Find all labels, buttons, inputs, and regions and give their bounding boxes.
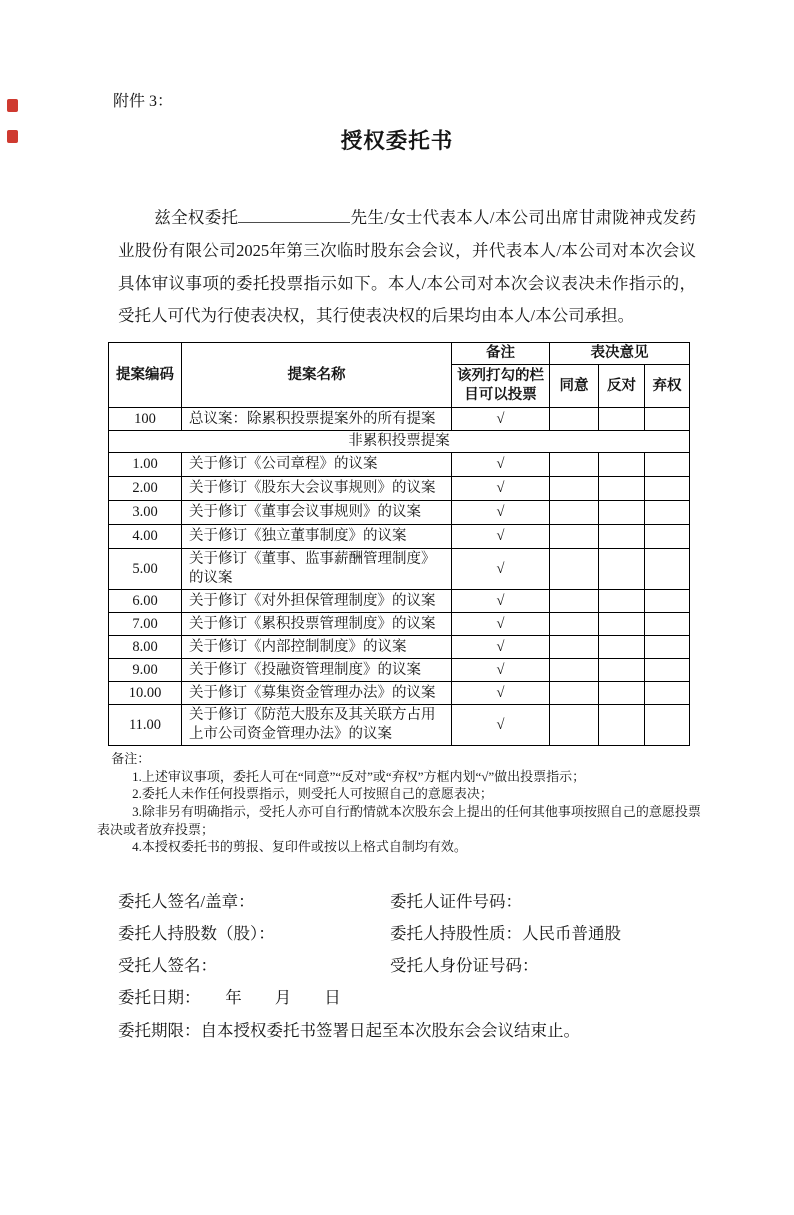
proposal-code: 3.00: [109, 501, 182, 525]
col-header-abstain: 弃权: [645, 365, 690, 408]
vote-cell-against[interactable]: [599, 525, 645, 549]
proxy-date-label: 委托日期： 年 月 日: [118, 988, 341, 1008]
principal-signature-label: 委托人签名/盖章：: [118, 891, 255, 911]
vote-cell-agree[interactable]: [550, 636, 599, 659]
proposal-name: 总议案：除累积投票提案外的所有提案: [182, 408, 452, 431]
proposal-code: 2.00: [109, 477, 182, 501]
proposal-code: 6.00: [109, 590, 182, 613]
principal-id-label: 委托人证件号码：: [390, 891, 522, 911]
col-header-proposal-name: 提案名称: [182, 343, 452, 408]
table-section-row: [109, 431, 690, 453]
signature-row: [118, 924, 690, 943]
section-label: 非累积投票提案: [109, 431, 690, 453]
remark-checkmark: √: [452, 549, 550, 590]
intro-lead: 兹全权委托: [154, 208, 239, 227]
proposal-code: 9.00: [109, 659, 182, 682]
vote-cell-abstain[interactable]: [645, 705, 690, 746]
remark-checkmark: √: [452, 613, 550, 636]
vote-cell-agree[interactable]: [550, 590, 599, 613]
proposal-name: 关于修订《防范大股东及其关联方占用上市公司资金管理办法》的议案: [182, 705, 452, 746]
table-row: [109, 705, 690, 746]
signature-row: [118, 1021, 690, 1040]
remark-checkmark: √: [452, 682, 550, 705]
vote-cell-abstain[interactable]: [645, 590, 690, 613]
document-body: [97, 202, 701, 1040]
proposal-name: 关于修订《董事、监事薪酬管理制度》的议案: [182, 549, 452, 590]
table-row: [109, 549, 690, 590]
proxy-id-label: 受托人身份证号码：: [390, 956, 539, 976]
red-artifact-icon: [7, 130, 18, 143]
vote-cell-abstain[interactable]: [645, 408, 690, 431]
principal-shares-label: 委托人持股数（股）：: [118, 923, 275, 943]
signature-block: [118, 892, 690, 1040]
vote-cell-abstain[interactable]: [645, 636, 690, 659]
table-row: [109, 659, 690, 682]
signature-row: [118, 988, 690, 1007]
proxy-name-blank[interactable]: [238, 205, 350, 223]
vote-cell-agree[interactable]: [550, 453, 599, 477]
table-row: [109, 525, 690, 549]
table-row: [109, 682, 690, 705]
vote-cell-against[interactable]: [599, 705, 645, 746]
vote-cell-agree[interactable]: [550, 408, 599, 431]
note-item: 1.上述审议事项，委托人可在“同意”“反对”或“弃权”方框内划“√”做出投票指示；: [132, 768, 586, 784]
proposal-name: 关于修订《内部控制制度》的议案: [182, 636, 452, 659]
proposal-code: 1.00: [109, 453, 182, 477]
vote-cell-against[interactable]: [599, 590, 645, 613]
remark-checkmark: √: [452, 453, 550, 477]
vote-cell-against[interactable]: [599, 613, 645, 636]
proposal-code: 10.00: [109, 682, 182, 705]
col-header-vote-opinion: 表决意见: [550, 343, 690, 365]
vote-cell-agree[interactable]: [550, 682, 599, 705]
proposal-name: 关于修订《董事会议事规则》的议案: [182, 501, 452, 525]
proposal-code: 4.00: [109, 525, 182, 549]
proposal-name: 关于修订《募集资金管理办法》的议案: [182, 682, 452, 705]
vote-cell-agree[interactable]: [550, 613, 599, 636]
vote-cell-agree[interactable]: [550, 501, 599, 525]
vote-cell-against[interactable]: [599, 408, 645, 431]
notes-title: 备注：: [111, 751, 151, 767]
table-row: [109, 636, 690, 659]
proposal-code: 5.00: [109, 549, 182, 590]
proposal-name: 关于修订《股东大会议事规则》的议案: [182, 477, 452, 501]
table-row: [109, 501, 690, 525]
vote-cell-against[interactable]: [599, 477, 645, 501]
remark-checkmark: √: [452, 501, 550, 525]
vote-cell-abstain[interactable]: [645, 549, 690, 590]
proposal-code: 100: [109, 408, 182, 431]
proxy-term-label: 委托期限：自本授权委托书签署日起至本次股东会会议结束止。: [118, 1020, 580, 1040]
vote-cell-against[interactable]: [599, 682, 645, 705]
vote-cell-against[interactable]: [599, 501, 645, 525]
vote-cell-abstain[interactable]: [645, 477, 690, 501]
remark-checkmark: √: [452, 408, 550, 431]
vote-cell-against[interactable]: [599, 549, 645, 590]
remark-checkmark: √: [452, 636, 550, 659]
vote-cell-agree[interactable]: [550, 659, 599, 682]
signature-row: [118, 956, 690, 975]
vote-cell-abstain[interactable]: [645, 453, 690, 477]
vote-cell-agree[interactable]: [550, 525, 599, 549]
page-title: 授权委托书: [340, 129, 454, 153]
vote-cell-abstain[interactable]: [645, 501, 690, 525]
proposal-name: 关于修订《独立董事制度》的议案: [182, 525, 452, 549]
attachment-label: 附件 3：: [113, 93, 174, 110]
vote-cell-against[interactable]: [599, 659, 645, 682]
vote-cell-abstain[interactable]: [645, 525, 690, 549]
table-header-row-1: [109, 343, 690, 365]
col-header-remark: 备注: [452, 343, 550, 365]
vote-cell-abstain[interactable]: [645, 613, 690, 636]
vote-cell-agree[interactable]: [550, 705, 599, 746]
intro-rest: 先生/女士代表本人/本公司出席甘肃陇神戎发药业股份有限公司2025年第三次临时股东会会议，并代表本人/本公司对本次会议具体审议事项的委托投票指示如下。本人/本公司对本次会议表决未作指示的，受托人可代为行使表决权，其行使表决权的后果均由本人/本公司承担。: [118, 208, 697, 326]
col-header-proposal-code: 提案编码: [109, 343, 182, 408]
vote-cell-against[interactable]: [599, 453, 645, 477]
remark-checkmark: √: [452, 705, 550, 746]
proposal-name: 关于修订《对外担保管理制度》的议案: [182, 590, 452, 613]
table-row: [109, 477, 690, 501]
note-item: 3.除非另有明确指示，受托人亦可自行酌情就本次股东会上提出的任何其他事项按照自己的意愿投票表决或者放弃投票；: [97, 803, 701, 837]
col-header-remark-sub: 该列打勾的栏目可以投票: [452, 365, 550, 408]
table-row-general: [109, 408, 690, 431]
notes-block: [97, 750, 701, 856]
vote-cell-abstain[interactable]: [645, 682, 690, 705]
proposal-code: 11.00: [109, 705, 182, 746]
proposal-name: 关于修订《累积投票管理制度》的议案: [182, 613, 452, 636]
proxy-signature-label: 受托人签名：: [118, 956, 217, 976]
table-row: [109, 613, 690, 636]
col-header-against: 反对: [599, 365, 645, 408]
note-item: 4.本授权委托书的剪报、复印件或按以上格式自制均有效。: [132, 839, 467, 855]
proposal-name: 关于修订《投融资管理制度》的议案: [182, 659, 452, 682]
proposal-code: 8.00: [109, 636, 182, 659]
note-item: 2.委托人未作任何投票指示，则受托人可按照自己的意愿表决；: [132, 786, 493, 802]
remark-checkmark: √: [452, 590, 550, 613]
proposal-vote-table: [108, 342, 690, 746]
proposal-code: 7.00: [109, 613, 182, 636]
remark-checkmark: √: [452, 525, 550, 549]
table-row: [109, 453, 690, 477]
vote-cell-against[interactable]: [599, 636, 645, 659]
vote-cell-abstain[interactable]: [645, 659, 690, 682]
remark-checkmark: √: [452, 477, 550, 501]
red-artifact-icon: [7, 99, 18, 112]
vote-cell-agree[interactable]: [550, 549, 599, 590]
proposal-name: 关于修订《公司章程》的议案: [182, 453, 452, 477]
share-type-label: 委托人持股性质：人民币普通股: [390, 923, 621, 943]
intro-paragraph: [118, 202, 696, 333]
vote-cell-agree[interactable]: [550, 477, 599, 501]
remark-checkmark: √: [452, 659, 550, 682]
col-header-agree: 同意: [550, 365, 599, 408]
document-page: [0, 93, 794, 1215]
table-row: [109, 590, 690, 613]
signature-row: [118, 892, 690, 911]
